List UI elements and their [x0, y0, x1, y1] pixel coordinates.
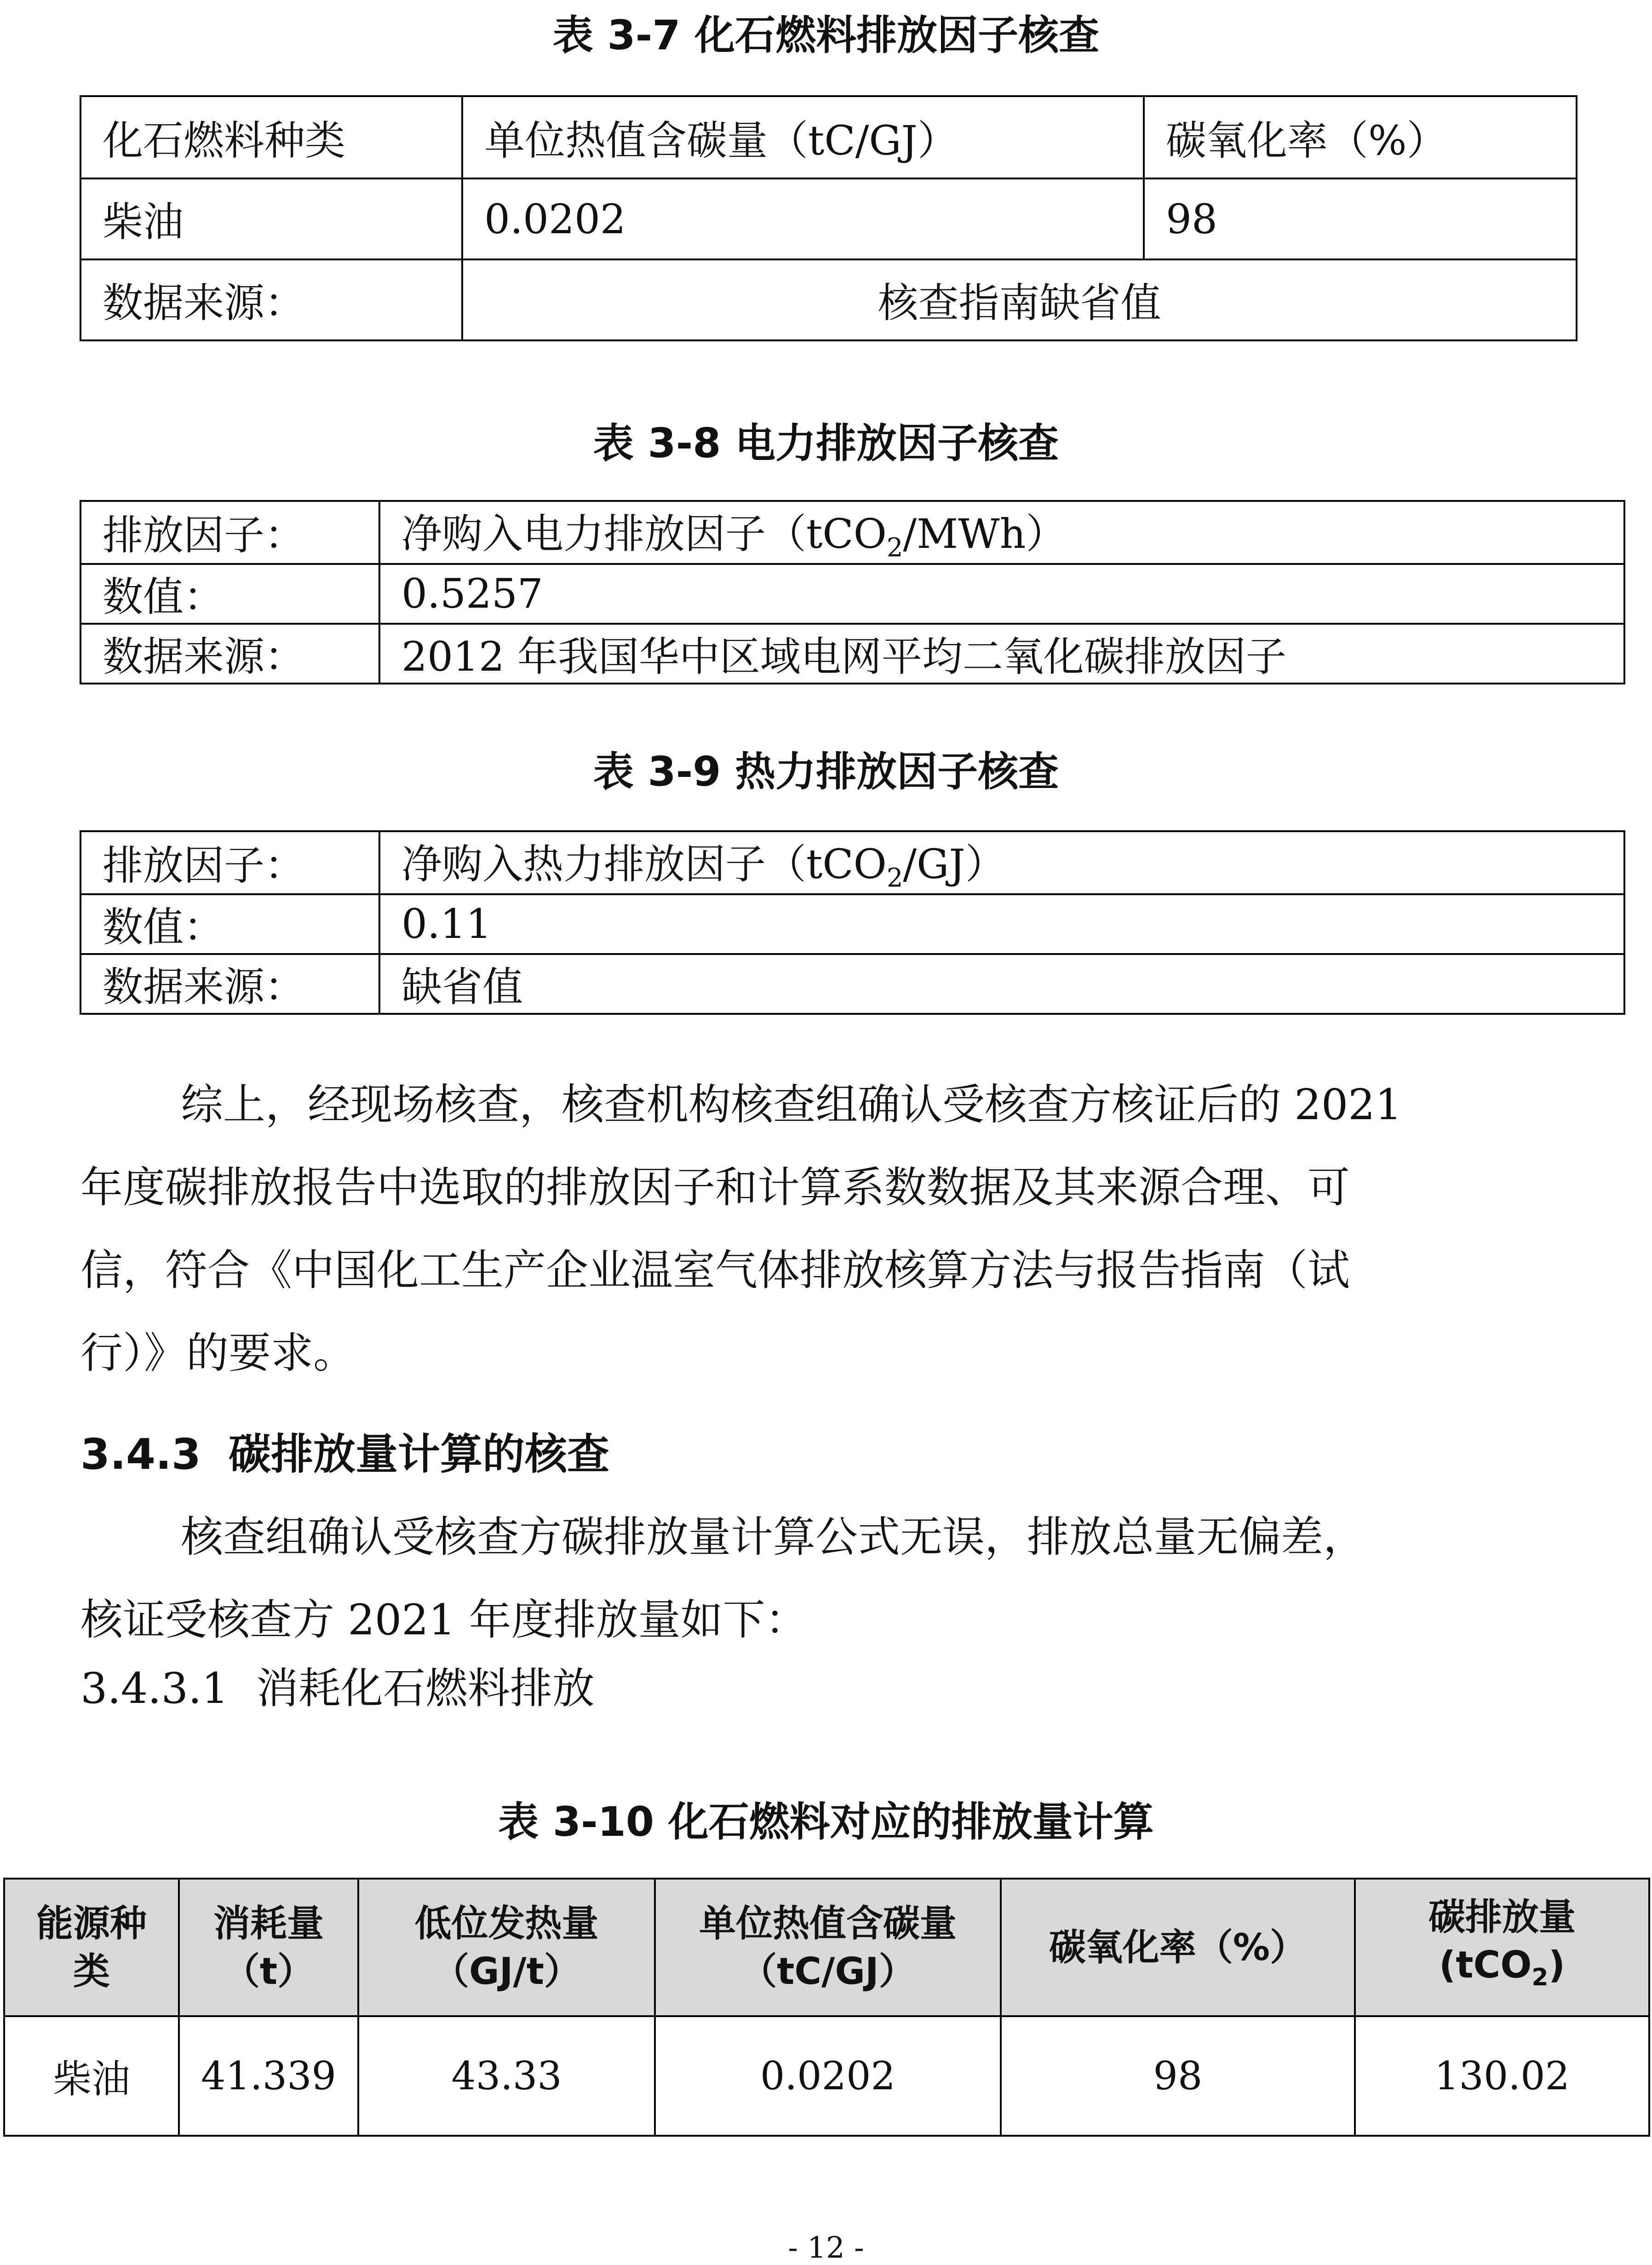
section-number: 3.4.3 — [80, 1430, 201, 1479]
paragraph-line: 年度碳排放报告中选取的排放因子和计算系数数据及其来源合理、可 — [80, 1163, 1350, 1212]
header-consumption: 消耗量 （t） — [179, 1879, 358, 2016]
header-net-calorific-value: 低位发热量 （GJ/t） — [358, 1879, 655, 2016]
subsection-title: 消耗化石燃料排放 — [256, 1664, 595, 1713]
cell-emissions: 130.02 — [1355, 2016, 1649, 2136]
paragraph-line: 核查组确认受核查方碳排放量计算公式无误，排放总量无偏差， — [181, 1512, 1366, 1562]
value: 0.5257 — [379, 564, 1624, 624]
cell-fuel-name: 柴油 — [80, 178, 462, 259]
header-oxidation-rate: 碳氧化率（%） — [1001, 1879, 1355, 2016]
table-3-7 — [80, 95, 1577, 341]
factor-prefix: 净购入电力排放因子（tCO — [402, 510, 887, 558]
summary-paragraph — [80, 1064, 1573, 1395]
header-carbon-content: 单位热值含碳量（tC/GJ） — [462, 96, 1144, 178]
table-3-7-caption: 表 3-7 化石燃料排放因子核查 — [552, 11, 1100, 59]
subsection-number: 3.4.3.1 — [80, 1664, 229, 1713]
header-fuel-type: 化石燃料种类 — [80, 96, 462, 178]
table-3-8-caption: 表 3-8 电力排放因子核查 — [593, 420, 1059, 467]
section-heading — [80, 1427, 609, 1482]
source-value: 核查指南缺省值 — [462, 259, 1577, 340]
section-title: 碳排放量计算的核查 — [228, 1430, 609, 1479]
table-3-9-caption: 表 3-9 热力排放因子核查 — [593, 748, 1059, 795]
subsection-heading — [80, 1661, 1573, 1716]
cell-carbon-content: 0.0202 — [655, 2016, 1001, 2136]
page-number: - 12 - — [788, 2231, 864, 2265]
table-3-9 — [80, 830, 1625, 1015]
source-value: 缺省值 — [379, 954, 1624, 1014]
header-energy-type: 能源种 类 — [4, 1879, 179, 2016]
header-carbon-content: 单位热值含碳量 （tC/GJ） — [655, 1879, 1001, 2016]
emission-paragraph — [80, 1496, 1573, 1661]
paragraph-line: 信，符合《中国化工生产企业温室气体排放核算方法与报告指南（试 — [80, 1246, 1350, 1295]
cell-fuel-name: 柴油 — [4, 2016, 179, 2136]
value-label: 数值： — [80, 564, 379, 624]
value: 0.11 — [379, 894, 1624, 954]
factor-suffix: /GJ） — [903, 840, 1006, 888]
cell-consumption: 41.339 — [179, 2016, 358, 2136]
factor-label: 排放因子： — [80, 501, 379, 564]
factor-value — [379, 501, 1624, 564]
source-label: 数据来源： — [80, 954, 379, 1014]
table-3-8 — [80, 500, 1625, 684]
factor-value — [379, 831, 1624, 894]
cell-oxidation-rate: 98 — [1001, 2016, 1355, 2136]
table-3-10-caption: 表 3-10 化石燃料对应的排放量计算 — [498, 1798, 1154, 1845]
table-3-10 — [3, 1878, 1650, 2137]
factor-label: 排放因子： — [80, 831, 379, 894]
factor-suffix: /MWh） — [903, 510, 1067, 558]
source-value: 2012 年我国华中区域电网平均二氧化碳排放因子 — [379, 624, 1624, 684]
source-label: 数据来源： — [80, 624, 379, 684]
paragraph-line: 综上，经现场核查，核查机构核查组确认受核查方核证后的 2021 — [181, 1080, 1402, 1129]
source-label: 数据来源： — [80, 259, 462, 340]
value-label: 数值： — [80, 894, 379, 954]
paragraph-line: 核证受核查方 2021 年度排放量如下： — [80, 1595, 808, 1644]
paragraph-line: 行）》的要求。 — [80, 1328, 356, 1378]
cell-calorific-value: 43.33 — [358, 2016, 655, 2136]
cell-carbon-content: 0.0202 — [462, 178, 1144, 259]
factor-subscript: 2 — [886, 863, 903, 893]
factor-prefix: 净购入热力排放因子（tCO — [402, 840, 887, 888]
factor-subscript: 2 — [886, 533, 903, 563]
header-oxidation-rate: 碳氧化率（%） — [1144, 96, 1577, 178]
header-emissions: 碳排放量 (tCO$_2$) — [1355, 1879, 1649, 2016]
cell-oxidation-rate: 98 — [1144, 178, 1577, 259]
